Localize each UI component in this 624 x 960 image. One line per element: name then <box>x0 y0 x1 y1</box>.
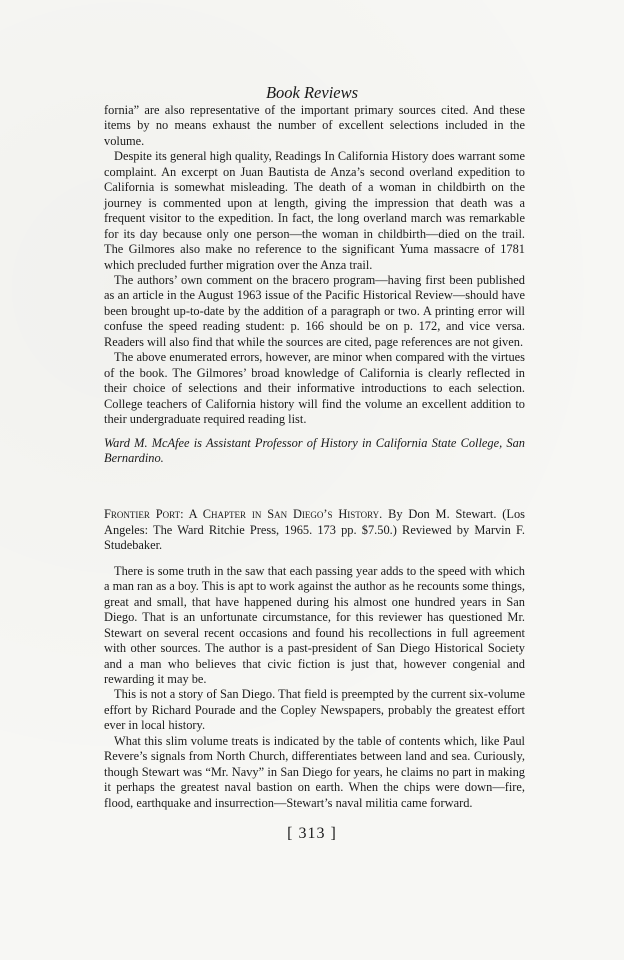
book-title: Frontier Port: A Chapter in San Diego’s History. <box>104 507 383 522</box>
review2-paragraph: What this slim volume treats is indicated by the table of contents which, like Paul Revere’s signals from North Church, differentiates between land and sea. Curiously, though Stewart was “Mr. Navy” in San Diego for years, he claims no part in making it perhaps the greatest naval bastion on earth. When the chips were down—fire, flood, earthquake and insurrection—Stewart’s naval militia came forward. <box>104 733 525 810</box>
reviewer-note: Ward M. McAfee is Assistant Professor of History in California State College, San Bernardino. <box>104 435 525 465</box>
body-text <box>104 103 525 811</box>
review2-paragraph: This is not a story of San Diego. That field is preempted by the current six-volume effort by Richard Pourade and the Copley Newspapers, probably the greatest effort ever in local history. <box>104 687 525 733</box>
review1-paragraph: fornia” are also representative of the important primary sources cited. And these items by no means exhaust the number of excellent selections included in the volume. <box>104 103 525 148</box>
review1-paragraph: Despite its general high quality, Readings In California History does warrant some complaint. An excerpt on Juan Bautista de Anza’s second overland expedition to California is somewhat misleading. The death of a woman in childbirth on the journey is commented upon at length, giving the impression that death was a frequent visitor to the expedition. In fact, the long overland march was remarkable for its day because only one person—the woman in childbirth—died on the trail. The Gilmores also make no reference to the significant Yuma massacre of 1781 which precluded further migration over the Anza trail. <box>104 149 525 272</box>
review2-heading <box>104 507 525 553</box>
review1-paragraph: The above enumerated errors, however, are minor when compared with the virtues of the book. The Gilmores’ broad knowledge of California is clearly reflected in their choice of selections and their informative introductions to each selection. College teachers of California history will find the volume an excellent addition to their undergraduate required reading list. <box>104 350 525 427</box>
review1-paragraph: The authors’ own comment on the bracero program—having first been published as an article in the August 1963 issue of the Pacific Historical Review—should have been brought up-to-date by the addition of a paragraph or two. A printing error will confuse the speed reading student: p. 166 should be on p. 172, and vice versa. Readers will also find that while the sources are cited, page references are not given. <box>104 272 525 349</box>
running-head: Book Reviews <box>265 83 359 102</box>
page-number: [ 313 ] <box>287 825 337 842</box>
review2-paragraph: There is some truth in the saw that each passing year adds to the speed with which a man ran as a boy. This is apt to work against the author as he recounts some things, great and small, that have happened during his almost one hundred years in San Diego. That is an unfortunate circumstance, for this reviewer has questioned Mr. Stewart on several recent occasions and found his recollections in full agreement with other sources. The author is a past-president of San Diego Historical Society and a man who believes that civic fiction is just that, however congenial and rewarding it may be. <box>104 563 525 686</box>
book-citation: By Don M. Stewart. (Los Angeles: The Ward Ritchie Press, 1965. 173 pp. $7.50.) Reviewed by Marvin F. Studebaker. <box>104 507 526 553</box>
